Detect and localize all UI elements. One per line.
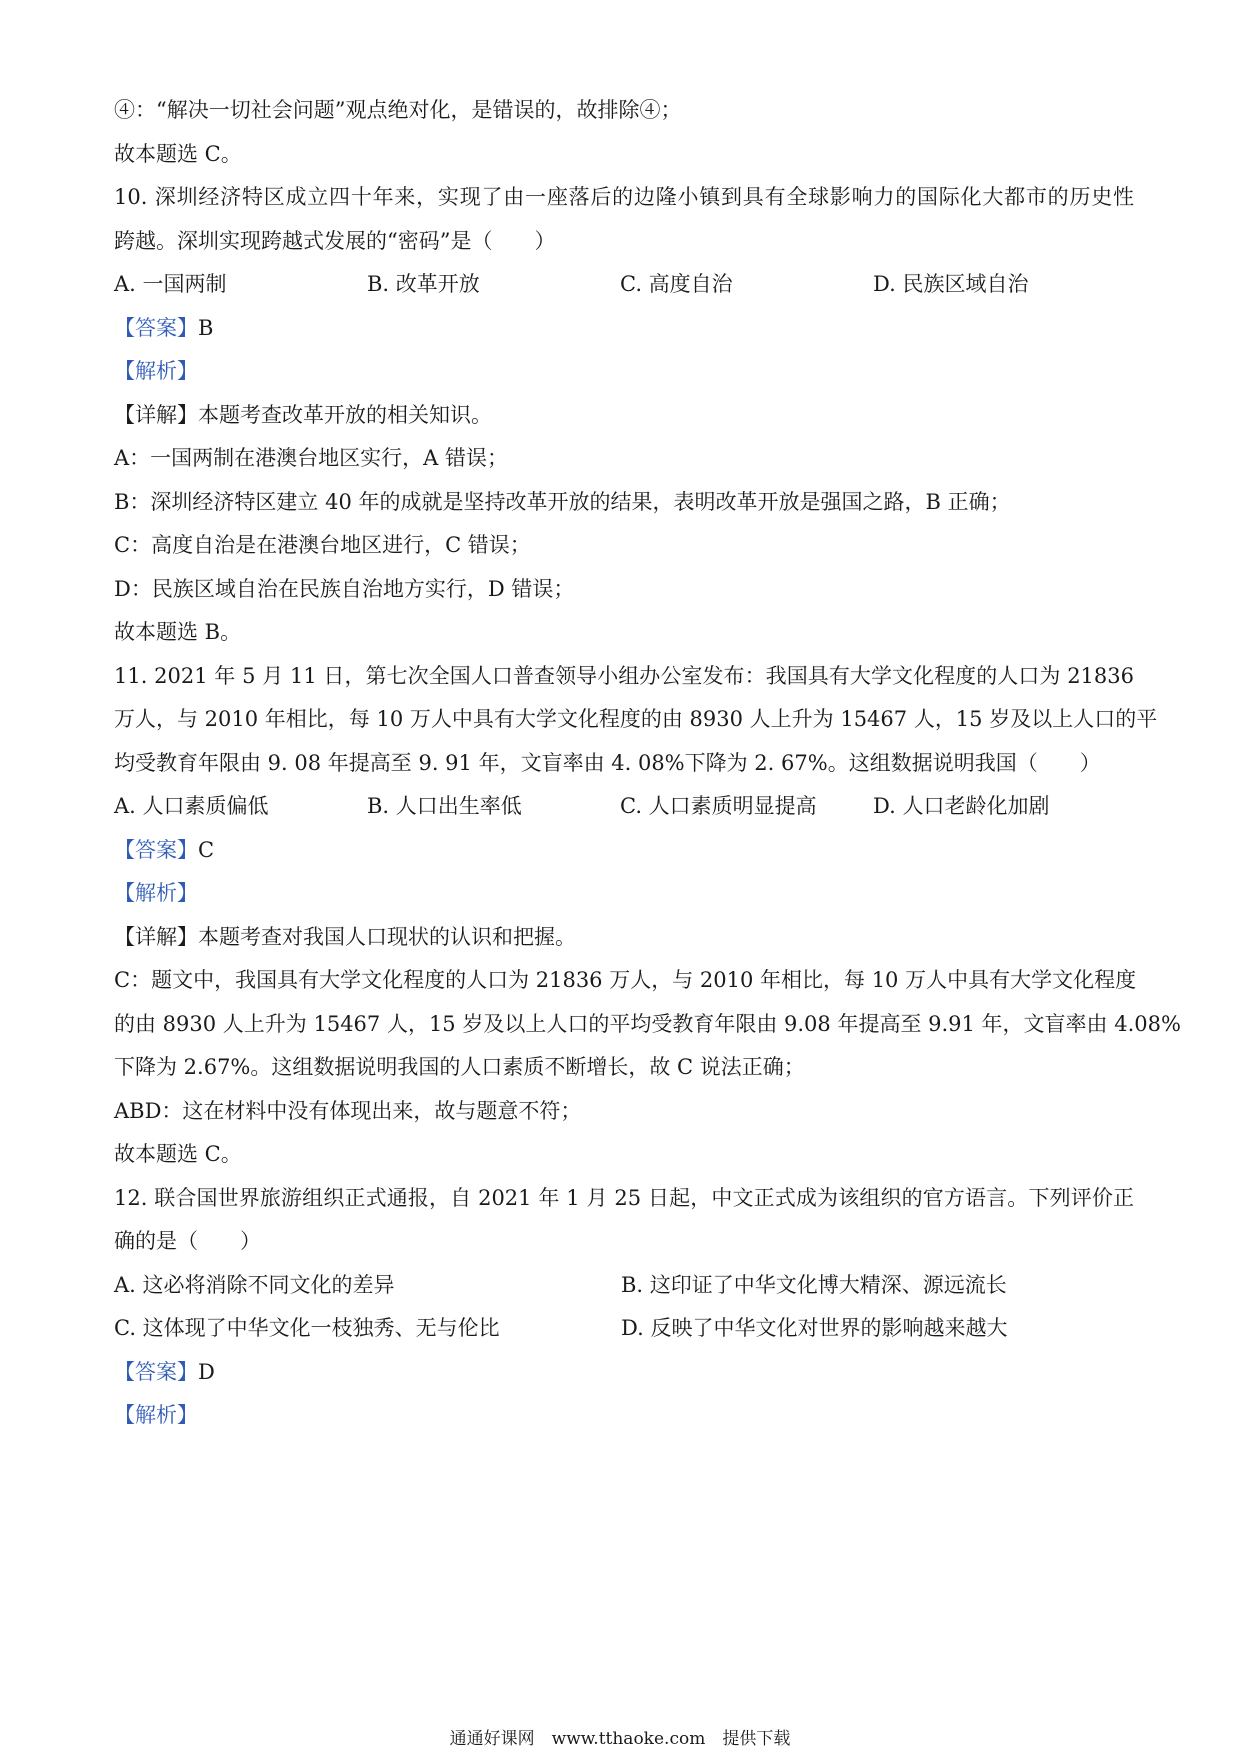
page-footer: 通通好课网 www.tthaoke.com 提供下载	[449, 1729, 791, 1749]
answer-tag: 【答案】	[114, 1360, 198, 1384]
detail-tag: 【详解】	[114, 925, 198, 949]
q11-conclusion: 故本题选 C。	[114, 1142, 242, 1166]
q11-options	[114, 793, 1134, 819]
q10-explain-b: B：深圳经济特区建立 40 年的成就是坚持改革开放的结果，表明改革开放是强国之路，B 正确；	[114, 490, 1011, 514]
q12-stem-line-2: 确的是（ ）	[114, 1229, 261, 1253]
q11-option-c: C. 人口素质明显提高	[620, 794, 817, 818]
q11-explain-c-line-3: 下降为 2.67%。这组数据说明我国的人口素质不断增长，故 C 说法正确；	[114, 1055, 805, 1079]
q11-analysis	[114, 880, 1134, 906]
detail-tag: 【详解】	[114, 403, 198, 427]
q11-stem-line-1: 11. 2021 年 5 月 11 日，第七次全国人口普查领导小组办公室发布：我国具有大学文化程度的人口为 21836	[114, 664, 1134, 688]
q11-answer	[114, 837, 1134, 863]
line-q9-conclusion: 故本题选 C。	[114, 142, 242, 166]
q11-stem-line-2: 万人，与 2010 年相比，每 10 万人中具有大学文化程度的由 8930 人上升为 15467 人，15 岁及以上人口的平	[114, 707, 1158, 731]
q11-explain-c-line-2: 的由 8930 人上升为 15467 人，15 岁及以上人口的平均受教育年限由 9.08 年提高至 9.91 年，文盲率由 4.08%	[114, 1012, 1181, 1036]
q10-explain-c: C：高度自治是在港澳台地区进行，C 错误；	[114, 533, 531, 557]
answer-value: D	[198, 1360, 215, 1384]
q12-option-d: D. 反映了中华文化对世界的影响越来越大	[621, 1316, 1008, 1340]
q12-analysis	[114, 1402, 1134, 1428]
q12-options-row-2	[114, 1315, 1134, 1341]
q12-option-c: C. 这体现了中华文化一枝独秀、无与伦比	[114, 1316, 500, 1340]
q10-option-b: B. 改革开放	[367, 272, 480, 296]
q11-option-b: B. 人口出生率低	[367, 794, 522, 818]
q10-analysis	[114, 358, 1134, 384]
answer-tag: 【答案】	[114, 838, 198, 862]
q11-option-a: A. 人口素质偏低	[114, 794, 269, 818]
answer-tag: 【答案】	[114, 316, 198, 340]
analysis-tag: 【解析】	[114, 1403, 198, 1427]
q11-option-d: D. 人口老龄化加剧	[873, 794, 1050, 818]
q10-explain-d: D：民族区域自治在民族自治地方实行，D 错误；	[114, 577, 575, 601]
q10-answer	[114, 315, 1134, 341]
q11-explain-abd: ABD：这在材料中没有体现出来，故与题意不符；	[114, 1099, 582, 1123]
q10-explain-a: A：一国两制在港澳台地区实行，A 错误；	[114, 446, 509, 470]
q11-stem-line-3: 均受教育年限由 9. 08 年提高至 9. 91 年，文盲率由 4. 08%下降为 2. 67%。这组数据说明我国（ ）	[114, 751, 1101, 775]
q10-detail	[114, 402, 1134, 428]
analysis-tag: 【解析】	[114, 359, 198, 383]
q12-stem-line-1: 12. 联合国世界旅游组织正式通报，自 2021 年 1 月 25 日起，中文正式成为该组织的官方语言。下列评价正	[114, 1186, 1134, 1210]
q12-answer	[114, 1359, 1134, 1385]
q10-option-a: A. 一国两制	[114, 272, 227, 296]
q10-conclusion: 故本题选 B。	[114, 620, 242, 644]
q12-option-a: A. 这必将消除不同文化的差异	[114, 1273, 395, 1297]
q10-option-d: D. 民族区域自治	[873, 272, 1029, 296]
answer-value: B	[198, 316, 214, 340]
q11-explain-c-line-1: C：题文中，我国具有大学文化程度的人口为 21836 万人，与 2010 年相比，每 10 万人中具有大学文化程度	[114, 968, 1137, 992]
answer-value: C	[198, 838, 215, 862]
q10-options	[114, 271, 1134, 297]
q10-stem-line-2: 跨越。深圳实现跨越式发展的“密码”是（ ）	[114, 229, 556, 253]
q12-options-row-1	[114, 1272, 1134, 1298]
q12-option-b: B. 这印证了中华文化博大精深、源远流长	[621, 1273, 1007, 1297]
q10-option-c: C. 高度自治	[620, 272, 733, 296]
q11-detail	[114, 924, 1134, 950]
q10-stem-line-1: 10. 深圳经济特区成立四十年来，实现了由一座落后的边隆小镇到具有全球影响力的国际化大都市的历史性	[114, 185, 1134, 209]
detail-text: 本题考查改革开放的相关知识。	[198, 403, 492, 427]
line-q9-point4: ④：“解决一切社会问题”观点绝对化，是错误的，故排除④；	[114, 98, 682, 122]
analysis-tag: 【解析】	[114, 881, 198, 905]
detail-text: 本题考查对我国人口现状的认识和把握。	[198, 925, 576, 949]
